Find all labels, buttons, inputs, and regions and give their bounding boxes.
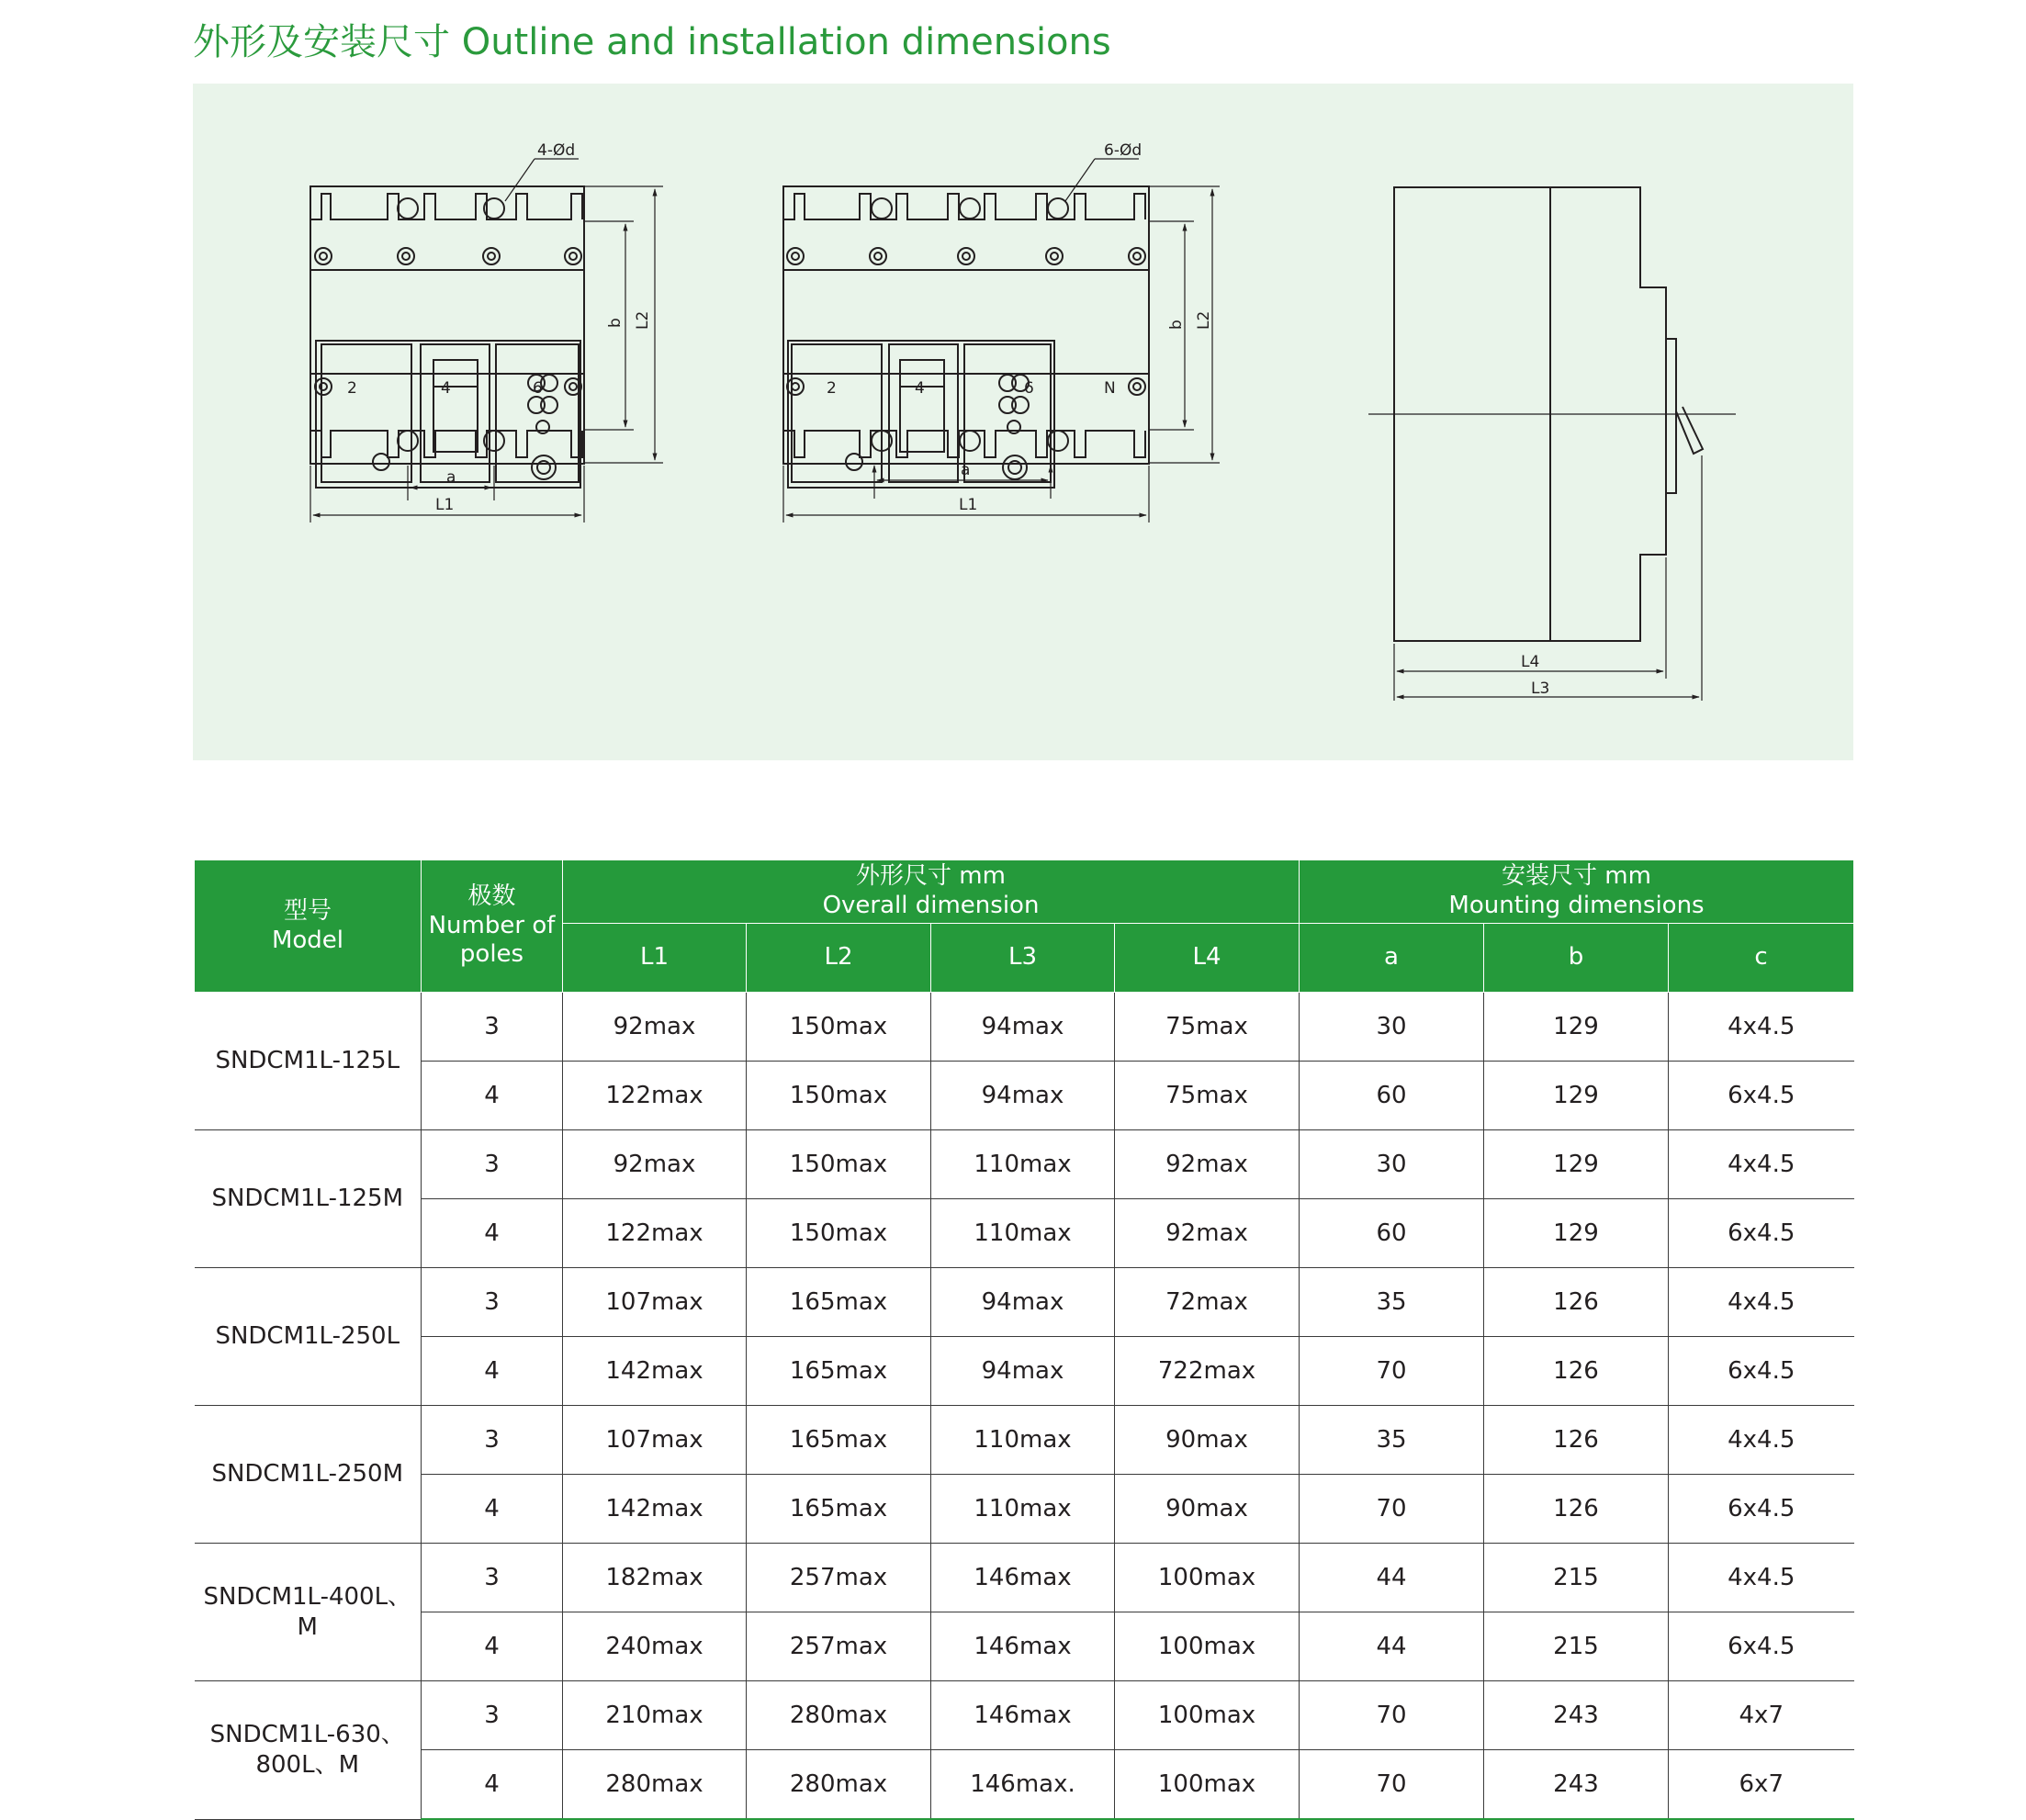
- model-name: SNDCM1L-400L、M: [203, 1583, 412, 1641]
- l4-cell: 722max: [1115, 1337, 1300, 1406]
- side-dim-l3: L3: [1531, 680, 1550, 698]
- poles-cell: 3: [422, 1268, 563, 1337]
- l3-cell: 110max: [931, 1406, 1115, 1475]
- l1-cell: 122max: [563, 1199, 747, 1268]
- b-cell: 126: [1484, 1268, 1669, 1337]
- a-cell: 70: [1300, 1337, 1484, 1406]
- header-model-en: Model: [271, 926, 344, 954]
- c-cell: 6x4.5: [1669, 1199, 1854, 1268]
- l2-cell: 150max: [747, 1199, 931, 1268]
- c-cell: 6x4.5: [1669, 1337, 1854, 1406]
- header-l2: L2: [747, 924, 931, 993]
- header-poles-cn: 极数: [467, 882, 516, 910]
- l1-cell: 280max: [563, 1750, 747, 1820]
- side-view: [1368, 187, 1736, 701]
- table-row: [195, 1062, 1854, 1130]
- poles-cell: 4: [422, 1475, 563, 1544]
- three-pole-dim-b: b: [606, 318, 625, 328]
- poles-cell: 3: [422, 1681, 563, 1750]
- four-pole-terminal-2: 2: [827, 379, 837, 398]
- l2-cell: 150max: [747, 993, 931, 1062]
- b-cell: 215: [1484, 1544, 1669, 1612]
- header-poles: [422, 860, 563, 993]
- header-mounting-cn: 安装尺寸 mm: [1502, 862, 1651, 891]
- b-cell: 215: [1484, 1612, 1669, 1681]
- four-pole-hole-label: 6-Ød: [1104, 141, 1142, 160]
- four-pole-dim-l2: L2: [1195, 310, 1213, 330]
- model-name: SNDCM1L-125M: [211, 1185, 404, 1213]
- c-cell: 6x4.5: [1669, 1475, 1854, 1544]
- l2-cell: 165max: [747, 1268, 931, 1337]
- l3-cell: 110max: [931, 1475, 1115, 1544]
- model-cell: [195, 1130, 422, 1268]
- c-cell: 4x7: [1669, 1681, 1854, 1750]
- table-row: [195, 1475, 1854, 1544]
- model-name: SNDCM1L-250L: [215, 1322, 400, 1351]
- three-pole-dim-a: a: [446, 468, 456, 487]
- l1-cell: 107max: [563, 1268, 747, 1337]
- poles-cell: 4: [422, 1199, 563, 1268]
- four-pole-front-view: [783, 159, 1220, 522]
- l2-cell: 257max: [747, 1612, 931, 1681]
- a-cell: 60: [1300, 1199, 1484, 1268]
- c-cell: 4x4.5: [1669, 1406, 1854, 1475]
- l2-cell: 257max: [747, 1544, 931, 1612]
- l2-cell: 150max: [747, 1130, 931, 1199]
- model-cell: [195, 1268, 422, 1406]
- c-cell: 6x4.5: [1669, 1612, 1854, 1681]
- a-cell: 35: [1300, 1406, 1484, 1475]
- header-overall-cn: 外形尺寸 mm: [856, 862, 1006, 891]
- table-body: [195, 993, 1854, 1820]
- dimensions-table: [194, 859, 1854, 1820]
- header-c: c: [1669, 924, 1854, 993]
- a-cell: 30: [1300, 1130, 1484, 1199]
- l1-cell: 142max: [563, 1475, 747, 1544]
- a-cell: 30: [1300, 993, 1484, 1062]
- l1-cell: 210max: [563, 1681, 747, 1750]
- four-pole-dim-a: a: [961, 461, 971, 479]
- table-header: [195, 860, 1854, 993]
- b-cell: 126: [1484, 1475, 1669, 1544]
- c-cell: 4x4.5: [1669, 1544, 1854, 1612]
- table-row: [195, 1681, 1854, 1750]
- header-a: a: [1300, 924, 1484, 993]
- header-mounting-en: Mounting dimensions: [1448, 892, 1705, 919]
- l4-cell: 90max: [1115, 1475, 1300, 1544]
- l3-cell: 110max: [931, 1130, 1115, 1199]
- l2-cell: 165max: [747, 1475, 931, 1544]
- l4-cell: 92max: [1115, 1130, 1300, 1199]
- table-row: [195, 1130, 1854, 1199]
- header-poles-en-1: Number of: [428, 911, 556, 939]
- three-pole-dim-l1: L1: [435, 496, 455, 514]
- header-l4: L4: [1115, 924, 1300, 993]
- table-row: [195, 993, 1854, 1062]
- l3-cell: 110max: [931, 1199, 1115, 1268]
- l1-cell: 122max: [563, 1062, 747, 1130]
- header-mounting-dimensions: [1300, 860, 1854, 924]
- l1-cell: 107max: [563, 1406, 747, 1475]
- model-name-line-2: 800L、M: [255, 1750, 360, 1779]
- table-row: [195, 1406, 1854, 1475]
- poles-cell: 3: [422, 993, 563, 1062]
- four-pole-dim-l1: L1: [959, 496, 978, 514]
- header-poles-en-2: poles: [459, 940, 524, 969]
- a-cell: 70: [1300, 1475, 1484, 1544]
- table-row: [195, 1612, 1854, 1681]
- l4-cell: 75max: [1115, 993, 1300, 1062]
- l2-cell: 165max: [747, 1406, 931, 1475]
- three-pole-front-view: [310, 159, 663, 522]
- header-model-cn: 型号: [283, 896, 332, 925]
- l2-cell: 280max: [747, 1750, 931, 1820]
- l3-cell: 94max: [931, 1062, 1115, 1130]
- l3-cell: 146max: [931, 1544, 1115, 1612]
- l3-cell: 146max: [931, 1681, 1115, 1750]
- l1-cell: 240max: [563, 1612, 747, 1681]
- l3-cell: 146max: [931, 1612, 1115, 1681]
- b-cell: 129: [1484, 1130, 1669, 1199]
- b-cell: 243: [1484, 1750, 1669, 1820]
- model-cell: [195, 1681, 422, 1820]
- header-l1: L1: [563, 924, 747, 993]
- l2-cell: 165max: [747, 1337, 931, 1406]
- table-row: [195, 1544, 1854, 1612]
- b-cell: 129: [1484, 1062, 1669, 1130]
- table-row: [195, 1750, 1854, 1820]
- model-cell: [195, 1406, 422, 1544]
- model-cell: [195, 1544, 422, 1681]
- model-cell: [195, 993, 422, 1130]
- three-pole-dim-l2: L2: [634, 310, 652, 330]
- l4-cell: 90max: [1115, 1406, 1300, 1475]
- header-overall-en: Overall dimension: [822, 892, 1040, 919]
- b-cell: 129: [1484, 993, 1669, 1062]
- a-cell: 35: [1300, 1268, 1484, 1337]
- side-dim-l4: L4: [1521, 653, 1540, 671]
- l3-cell: 94max: [931, 993, 1115, 1062]
- l4-cell: 75max: [1115, 1062, 1300, 1130]
- four-pole-terminal-6: 6: [1024, 379, 1034, 398]
- header-overall-dimension: [563, 860, 1300, 924]
- l1-cell: 92max: [563, 993, 747, 1062]
- l3-cell: 94max: [931, 1337, 1115, 1406]
- l4-cell: 100max: [1115, 1750, 1300, 1820]
- b-cell: 129: [1484, 1199, 1669, 1268]
- poles-cell: 3: [422, 1130, 563, 1199]
- l2-cell: 150max: [747, 1062, 931, 1130]
- b-cell: 126: [1484, 1337, 1669, 1406]
- header-model: [195, 860, 422, 993]
- table-row: [195, 1268, 1854, 1337]
- l3-cell: 146max.: [931, 1750, 1115, 1820]
- three-pole-terminal-4: 4: [441, 379, 451, 398]
- l1-cell: 142max: [563, 1337, 747, 1406]
- l2-cell: 280max: [747, 1681, 931, 1750]
- c-cell: 6x4.5: [1669, 1062, 1854, 1130]
- four-pole-dim-b: b: [1167, 320, 1186, 330]
- outline-drawing-panel: [193, 84, 1853, 760]
- poles-cell: 4: [422, 1612, 563, 1681]
- l1-cell: 92max: [563, 1130, 747, 1199]
- a-cell: 44: [1300, 1544, 1484, 1612]
- poles-cell: 3: [422, 1406, 563, 1475]
- c-cell: 4x4.5: [1669, 1268, 1854, 1337]
- four-pole-terminal-4: 4: [915, 379, 925, 398]
- header-l3: L3: [931, 924, 1115, 993]
- page-title: 外形及安装尺寸 Outline and installation dimensions: [193, 21, 1111, 63]
- l4-cell: 92max: [1115, 1199, 1300, 1268]
- model-name: SNDCM1L-125L: [215, 1047, 400, 1075]
- l3-cell: 94max: [931, 1268, 1115, 1337]
- c-cell: 4x4.5: [1669, 1130, 1854, 1199]
- l4-cell: 100max: [1115, 1612, 1300, 1681]
- a-cell: 70: [1300, 1681, 1484, 1750]
- three-pole-terminal-6: 6: [533, 379, 543, 398]
- header-b: b: [1484, 924, 1669, 993]
- four-pole-terminal-n: N: [1104, 379, 1116, 398]
- model-name: SNDCM1L-630、: [209, 1721, 405, 1749]
- b-cell: 243: [1484, 1681, 1669, 1750]
- outline-drawings: [193, 84, 1853, 760]
- b-cell: 126: [1484, 1406, 1669, 1475]
- a-cell: 60: [1300, 1062, 1484, 1130]
- table-row: [195, 1199, 1854, 1268]
- three-pole-terminal-2: 2: [347, 379, 357, 398]
- poles-cell: 4: [422, 1750, 563, 1820]
- poles-cell: 3: [422, 1544, 563, 1612]
- a-cell: 70: [1300, 1750, 1484, 1820]
- l4-cell: 100max: [1115, 1681, 1300, 1750]
- l4-cell: 72max: [1115, 1268, 1300, 1337]
- l1-cell: 182max: [563, 1544, 747, 1612]
- table-row: [195, 1337, 1854, 1406]
- c-cell: 4x4.5: [1669, 993, 1854, 1062]
- poles-cell: 4: [422, 1062, 563, 1130]
- a-cell: 44: [1300, 1612, 1484, 1681]
- poles-cell: 4: [422, 1337, 563, 1406]
- model-name: SNDCM1L-250M: [211, 1460, 404, 1489]
- three-pole-hole-label: 4-Ød: [537, 141, 576, 160]
- c-cell: 6x7: [1669, 1750, 1854, 1820]
- l4-cell: 100max: [1115, 1544, 1300, 1612]
